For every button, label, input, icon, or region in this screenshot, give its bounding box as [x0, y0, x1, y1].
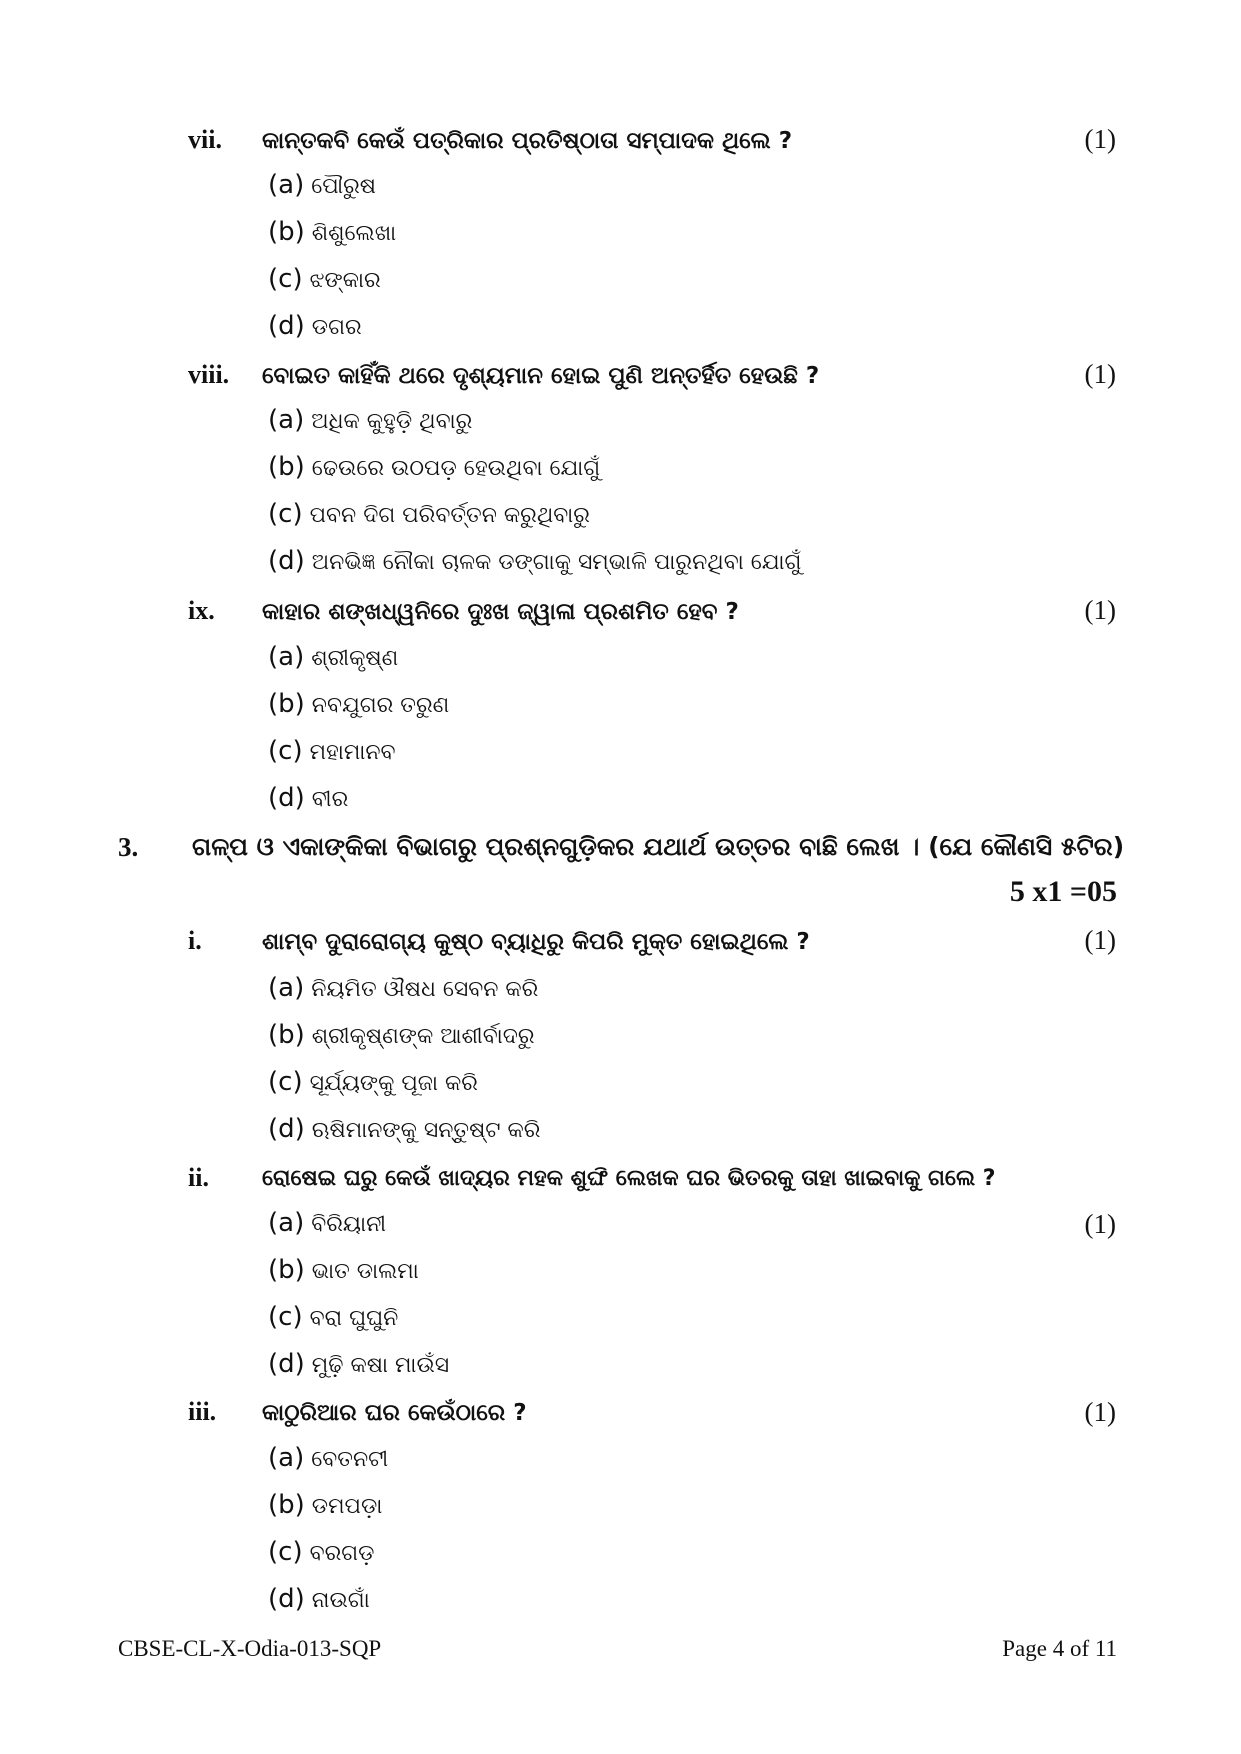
option-c	[268, 736, 396, 766]
option-text: ବରଗଡ଼	[309, 1541, 375, 1566]
question-marks: (1)	[1084, 595, 1116, 625]
option-text: ମୁଢ଼ି କଷା ମାଉଁସ	[311, 1353, 450, 1378]
option-d	[268, 1114, 540, 1144]
option-c	[268, 264, 381, 294]
option-label: (c)	[268, 1537, 303, 1567]
section-marks: 5 x1 =05	[1009, 875, 1117, 908]
section-number: 3.	[118, 832, 139, 862]
option-a	[268, 405, 472, 435]
option-text: ଡମପଡ଼ା	[311, 1494, 383, 1519]
question-marks: (1)	[1084, 124, 1116, 154]
option-a	[268, 1443, 388, 1473]
option-text: ପୌରୁଷ	[311, 174, 377, 199]
option-label: (a)	[268, 170, 305, 200]
option-label: (a)	[268, 1443, 305, 1473]
question-number: vii.	[188, 125, 222, 154]
question-number: viii.	[188, 360, 230, 389]
option-text: ଢେଉରେ ଉଠପଡ଼ ହେଉଥିବା ଯୋଗୁଁ	[311, 456, 601, 481]
option-text: ଅନଭିଜ୍ଞ ନୌକା ଚାଳକ ଡଙ୍ଗାକୁ ସମ୍ଭାଳି ପାରୁନଥିବା ଯୋଗୁଁ	[311, 550, 802, 575]
option-label: (d)	[268, 783, 305, 813]
option-d	[268, 783, 348, 813]
option-text: ଝଙ୍କାର	[309, 268, 381, 293]
option-c	[268, 1302, 398, 1332]
option-text: ବୀର	[311, 787, 349, 812]
option-label: (c)	[268, 499, 303, 529]
option-d	[268, 1349, 449, 1379]
section-instruction: ଗଳ୍ପ ଓ ଏକାଙ୍କିକା ବିଭାଗରୁ ପ୍ରଶ୍ନଗୁଡ଼ିକର ଯଥାର୍ଥ ଉତ୍ତର ବାଛି ଲେଖ । (ଯେ କୌଣସି ୫ଟିର)	[192, 832, 1125, 861]
option-label: (c)	[268, 1302, 303, 1332]
option-label: (a)	[268, 973, 305, 1003]
option-b	[268, 689, 449, 719]
option-c	[268, 1537, 374, 1567]
option-text: ନବଯୁଗର ତରୁଣ	[311, 693, 450, 718]
option-label: (b)	[268, 689, 305, 719]
option-b	[268, 452, 600, 482]
option-text: ଭାତ ଡାଲମା	[311, 1259, 419, 1284]
option-text: ନିୟମିତ ଔଷଧ ସେବନ କରି	[311, 977, 539, 1002]
option-d	[268, 1584, 370, 1614]
option-label: (c)	[268, 736, 303, 766]
option-b	[268, 1020, 535, 1050]
option-text: ବରା ଘୁଘୁନି	[309, 1306, 399, 1331]
question-text: କାହାର ଶଙ୍ଖଧ୍ୱନିରେ ଦୁଃଖ ଜ୍ୱାଳା ପ୍ରଶମିତ ହେବ ?	[262, 599, 739, 625]
option-text: ମହାମାନବ	[309, 740, 396, 765]
option-c	[268, 1067, 478, 1097]
option-text: ଶ୍ରୀକୃଷ୍ଣ	[311, 646, 399, 671]
question-marks: (1)	[1084, 1209, 1116, 1239]
option-a	[268, 170, 376, 200]
option-text: ପବନ ଦିଗ ପରିବର୍ତ୍ତନ କରୁଥିବାରୁ	[309, 503, 590, 528]
option-text: ବେତନଟୀ	[311, 1447, 389, 1472]
question-marks: (1)	[1084, 359, 1116, 389]
option-label: (d)	[268, 311, 305, 341]
option-d	[268, 546, 801, 576]
option-text: ଶ୍ରୀକୃଷ୍ଣଙ୍କ ଆଶୀର୍ବାଦରୁ	[311, 1024, 535, 1049]
option-label: (b)	[268, 1490, 305, 1520]
question-marks: (1)	[1084, 1397, 1116, 1427]
question-text: ବୋଇତ କାହିଁକି ଥରେ ଦୃଶ୍ୟମାନ ହୋଇ ପୁଣି ଅନ୍ତର୍ହିତ ହେଉଛି ?	[262, 363, 820, 389]
option-label: (c)	[268, 264, 303, 294]
question-marks: (1)	[1084, 925, 1116, 955]
option-label: (b)	[268, 452, 305, 482]
footer-document-code: CBSE-CL-X-Odia-013-SQP	[118, 1636, 382, 1661]
question-text: ଶାମ୍ବ ଦୁରାରୋଗ୍ୟ କୁଷ୍ଠ ବ୍ୟାଧିରୁ କିପରି ମୁକ୍ତ ହୋଇଥିଲେ ?	[262, 929, 810, 955]
option-c	[268, 499, 590, 529]
option-text: ବିରିୟାନୀ	[311, 1212, 387, 1237]
option-text: ଡଗର	[311, 315, 362, 340]
option-b	[268, 1490, 382, 1520]
option-text: ଋଷିମାନଙ୍କୁ ସନ୍ତୁଷ୍ଟ କରି	[311, 1118, 541, 1143]
option-label: (b)	[268, 1255, 305, 1285]
option-label: (b)	[268, 217, 305, 247]
option-label: (a)	[268, 642, 305, 672]
question-number: i.	[188, 926, 202, 955]
option-label: (d)	[268, 1584, 305, 1614]
option-text: ଅଧିକ କୁହୁଡ଼ି ଥିବାରୁ	[311, 409, 473, 434]
option-label: (c)	[268, 1067, 303, 1097]
option-label: (a)	[268, 1208, 305, 1238]
option-a	[268, 1208, 386, 1238]
option-d	[268, 311, 362, 341]
question-number: ii.	[188, 1163, 209, 1192]
footer-page-number: Page 4 of 11	[1002, 1636, 1117, 1661]
option-label: (b)	[268, 1020, 305, 1050]
option-text: ନାଉଗାଁ	[311, 1588, 370, 1613]
question-number: ix.	[188, 596, 215, 625]
option-a	[268, 642, 398, 672]
question-text: କାନ୍ତକବି କେଉଁ ପତ୍ରିକାର ପ୍ରତିଷ୍ଠାତା ସମ୍ପାଦକ ଥିଲେ ?	[262, 128, 793, 154]
option-label: (d)	[268, 1349, 305, 1379]
option-b	[268, 217, 396, 247]
option-label: (a)	[268, 405, 305, 435]
question-number: iii.	[188, 1397, 217, 1426]
option-a	[268, 973, 538, 1003]
option-label: (d)	[268, 1114, 305, 1144]
option-text: ସୂର୍ଯ୍ୟଙ୍କୁ ପୂଜା କରି	[309, 1071, 478, 1096]
option-label: (d)	[268, 546, 305, 576]
question-text: ରୋଷେଇ ଘରୁ କେଉଁ ଖାଦ୍ୟର ମହକ ଶୁଙ୍ଘି ଲେଖକ ଘର ଭିତରକୁ ତାହା ଖାଇବାକୁ ଗଲେ ?	[262, 1166, 996, 1191]
option-text: ଶିଶୁଲେଖା	[311, 221, 397, 246]
question-text: କାଠୁରିଆର ଘର କେଉଁଠାରେ ?	[262, 1400, 527, 1426]
option-b	[268, 1255, 419, 1285]
